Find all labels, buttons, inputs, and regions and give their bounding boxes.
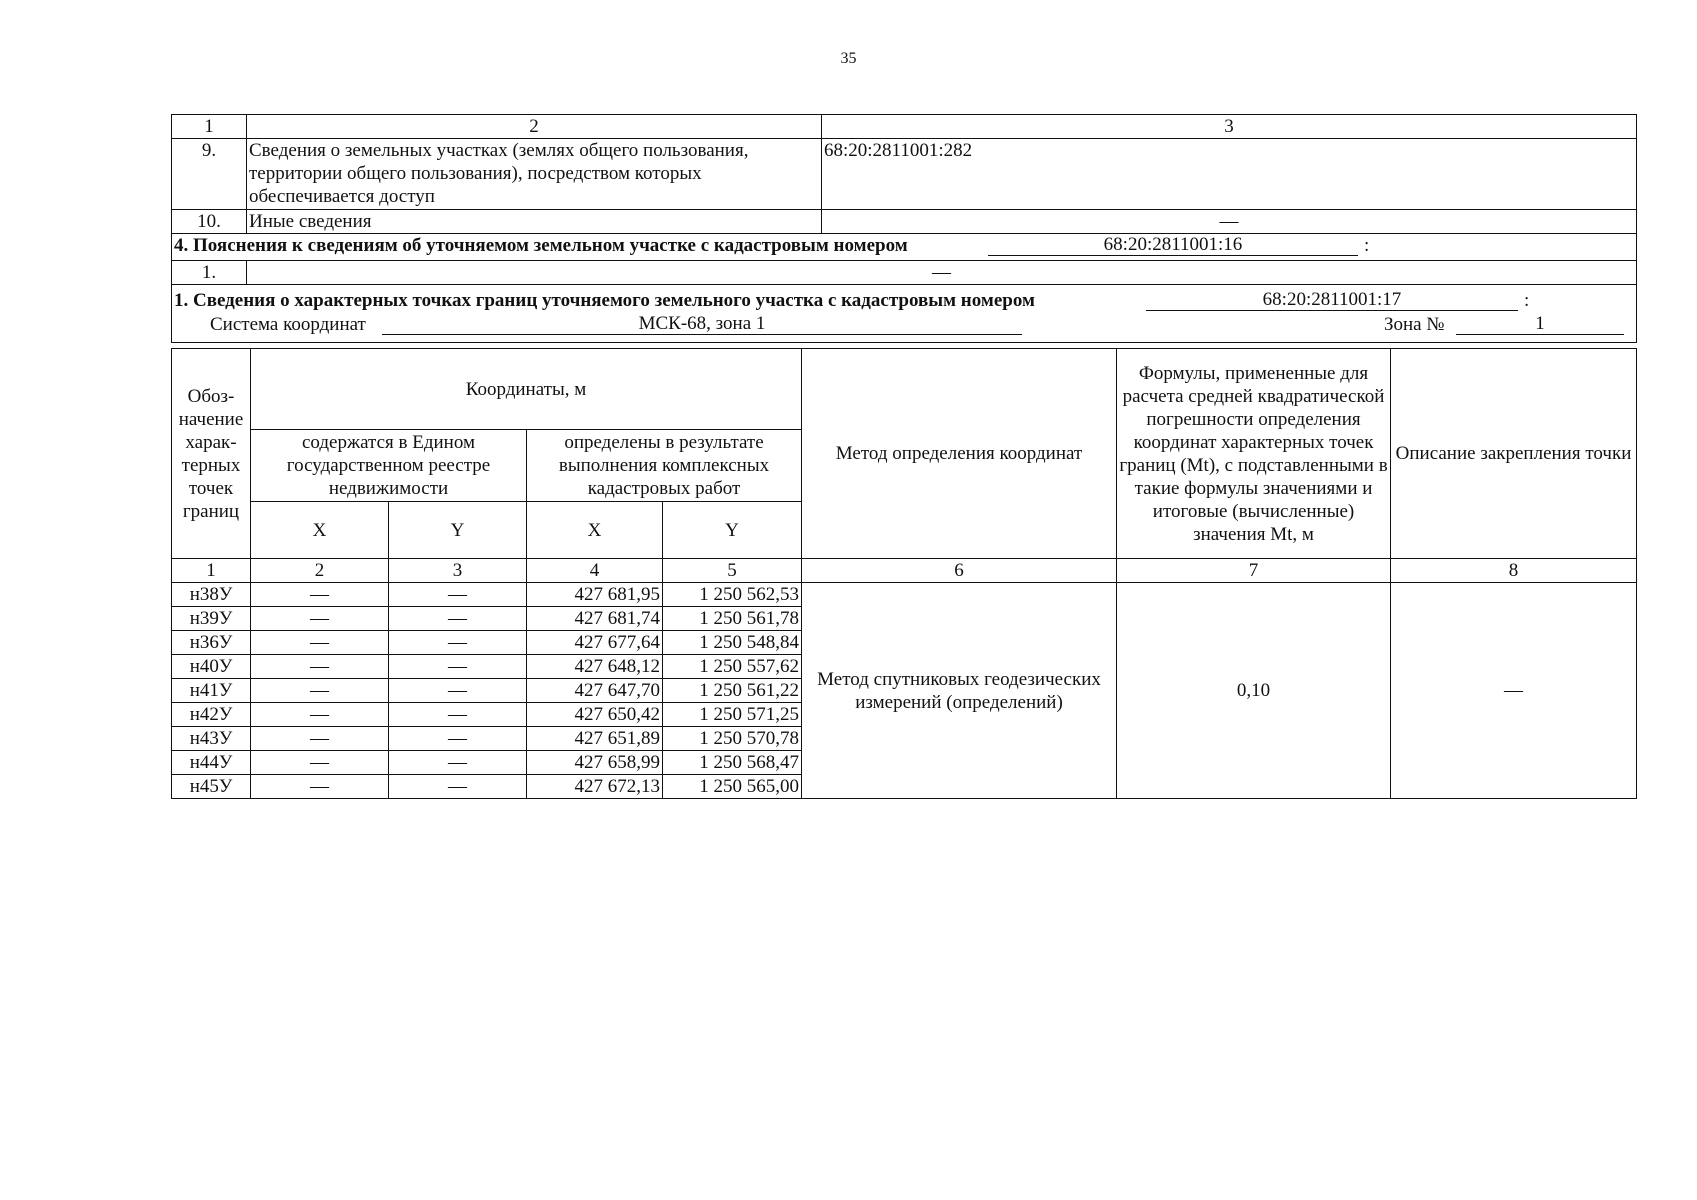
point-name: н41У <box>172 679 251 703</box>
kkr-y-header: Y <box>663 502 802 559</box>
kkr-y: 1 250 561,22 <box>663 679 802 703</box>
egrn-x: — <box>251 631 389 655</box>
kkr-x: 427 677,64 <box>527 631 663 655</box>
kkr-y: 1 250 565,00 <box>663 775 802 799</box>
section-4-colon: : <box>1364 235 1370 256</box>
points-table <box>171 348 1637 799</box>
egrn-y: — <box>389 631 527 655</box>
point-name: н44У <box>172 751 251 775</box>
row-label: Иные сведения <box>247 210 822 234</box>
col-number: 2 <box>251 559 389 583</box>
kkr-x: 427 672,13 <box>527 775 663 799</box>
kkr-y: 1 250 561,78 <box>663 607 802 631</box>
egrn-y: — <box>389 607 527 631</box>
egrn-y: — <box>389 751 527 775</box>
egrn-x: — <box>251 655 389 679</box>
header-col-2: 2 <box>247 115 822 139</box>
mt-value: 0,10 <box>1117 583 1391 799</box>
egrn-x: — <box>251 679 389 703</box>
description-value: — <box>1391 583 1637 799</box>
egrn-x: — <box>251 703 389 727</box>
kkr-y: 1 250 568,47 <box>663 751 802 775</box>
kkr-x: 427 648,12 <box>527 655 663 679</box>
header-col-3: 3 <box>822 115 1637 139</box>
kkr-y: 1 250 548,84 <box>663 631 802 655</box>
egrn-y: — <box>389 583 527 607</box>
zone-value: 1 <box>1456 313 1624 335</box>
row-value: — <box>247 261 1637 285</box>
kkr-x: 427 658,99 <box>527 751 663 775</box>
egrn-y: — <box>389 727 527 751</box>
info-row-9 <box>172 139 1637 210</box>
info-table-header <box>172 115 1637 139</box>
egrn-x: — <box>251 751 389 775</box>
egrn-x-header: X <box>251 502 389 559</box>
point-name: н40У <box>172 655 251 679</box>
egrn-y: — <box>389 703 527 727</box>
kkr-x: 427 681,74 <box>527 607 663 631</box>
kkr-y: 1 250 557,62 <box>663 655 802 679</box>
row-number: 10. <box>172 210 247 234</box>
kkr-x: 427 681,95 <box>527 583 663 607</box>
point-name: н36У <box>172 631 251 655</box>
kkr-x: 427 650,42 <box>527 703 663 727</box>
coord-system-label: Система координат <box>210 314 366 335</box>
kkr-coords-header: определены в результате выполнения комплексных кадастровых работ <box>527 430 802 502</box>
method-header: Метод определения координат <box>802 349 1117 559</box>
point-name: н42У <box>172 703 251 727</box>
row-value: — <box>822 210 1637 234</box>
section-1-header <box>172 285 1637 343</box>
column-numbers-row <box>172 559 1637 583</box>
egrn-y: — <box>389 679 527 703</box>
header-col-1: 1 <box>172 115 247 139</box>
page-number: 35 <box>840 50 857 67</box>
col-number: 6 <box>802 559 1117 583</box>
kkr-x: 427 651,89 <box>527 727 663 751</box>
point-name: н45У <box>172 775 251 799</box>
section-4-cadastral-number: 68:20:2811001:16 <box>988 234 1358 256</box>
row-number: 9. <box>172 139 247 210</box>
table-row <box>172 583 1637 607</box>
egrn-x: — <box>251 775 389 799</box>
col-number: 4 <box>527 559 663 583</box>
col-number: 3 <box>389 559 527 583</box>
zone-label: Зона № <box>1384 314 1445 335</box>
kkr-y: 1 250 570,78 <box>663 727 802 751</box>
egrn-y: — <box>389 775 527 799</box>
egrn-y: — <box>389 655 527 679</box>
section-4-title: 4. Пояснения к сведениям об уточняемом земельном участке с кадастровым номером <box>174 235 908 256</box>
col-number: 5 <box>663 559 802 583</box>
section-1-colon: : <box>1524 290 1530 311</box>
point-name: н43У <box>172 727 251 751</box>
info-row-10 <box>172 210 1637 234</box>
method-value: Метод спутниковых геодезических измерений (определений) <box>802 583 1117 799</box>
row-value: 68:20:2811001:282 <box>822 139 1637 210</box>
coord-system-value: МСК-68, зона 1 <box>382 313 1022 335</box>
egrn-y-header: Y <box>389 502 527 559</box>
kkr-x: 427 647,70 <box>527 679 663 703</box>
section-1-title: 1. Сведения о характерных точках границ уточняемого земельного участка с кадастровым номером <box>174 290 1035 311</box>
egrn-coords-header: содержатся в Едином государственном реестре недвижимости <box>251 430 527 502</box>
section-1-cadastral-number: 68:20:2811001:17 <box>1146 289 1518 311</box>
egrn-x: — <box>251 727 389 751</box>
section-4-row-1 <box>172 261 1637 285</box>
coordinates-header: Координаты, м <box>251 349 802 430</box>
point-name: н38У <box>172 583 251 607</box>
egrn-x: — <box>251 583 389 607</box>
point-name: н39У <box>172 607 251 631</box>
row-label: Сведения о земельных участках (землях общего пользования, территории общего пользования), посредством которых обеспечивается доступ <box>247 139 822 210</box>
col-number: 1 <box>172 559 251 583</box>
col-number: 8 <box>1391 559 1637 583</box>
info-table <box>171 114 1637 343</box>
row-number: 1. <box>172 261 247 285</box>
col-number: 7 <box>1117 559 1391 583</box>
kkr-y: 1 250 562,53 <box>663 583 802 607</box>
kkr-x-header: X <box>527 502 663 559</box>
egrn-x: — <box>251 607 389 631</box>
description-header: Описание закрепления точки <box>1391 349 1637 559</box>
formulas-header: Формулы, примененные для расчета средней квадратической погрешности определения координат характерных точек границ (Mt), с подставленными в такие формулы значениями и итоговые (вычисленные) значения Mt, м <box>1117 349 1391 559</box>
designation-header: Обоз-начение харак-терных точек границ <box>172 349 251 559</box>
kkr-y: 1 250 571,25 <box>663 703 802 727</box>
section-4-header <box>172 234 1637 261</box>
